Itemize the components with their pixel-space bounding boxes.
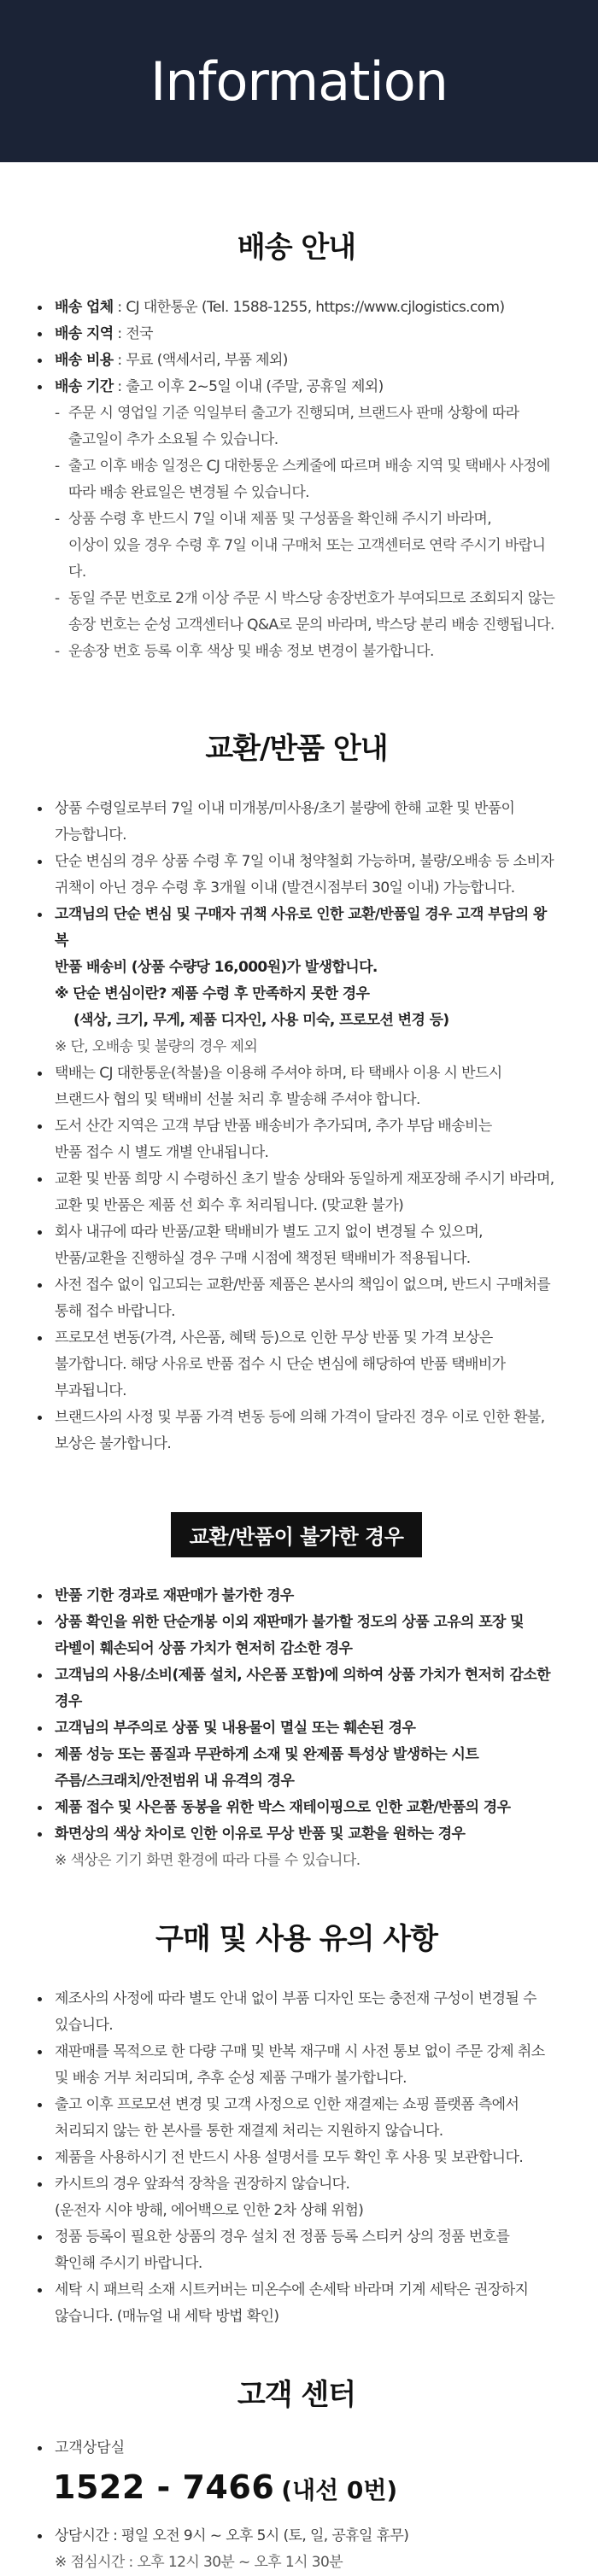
returns-item-highlight: 고객님의 단순 변심 및 구매자 귀책 사유로 인한 교환/반품일 경우 고객 부담의 왕복 반품 배송비 (상품 수량당 16,000원)가 발생합니다. <box>36 902 557 981</box>
not-allowed-list <box>36 1583 557 1874</box>
returns-item: 프로모션 변동(가격, 사은품, 혜택 등)으로 인한 무상 반품 및 가격 보상은 불가합니다. 해당 사유로 반품 접수 시 단순 변심에 해당하여 반품 택배비가 부과됩니다. <box>36 1325 557 1405</box>
content <box>0 162 598 2576</box>
support-phone-row <box>36 2468 557 2506</box>
caution-list <box>36 1986 557 2330</box>
shipping-carrier <box>36 295 557 321</box>
shipping-cost-value: : 무료 (액세서리, 부품 제외) <box>113 352 288 369</box>
shipping-note: - 상품 수령 후 반드시 7일 이내 제품 및 구성품을 확인해 주시기 바라며, 이상이 있을 경우 수령 후 7일 이내 구매처 또는 고객센터로 연락 주시기 바랍니다. <box>55 511 546 581</box>
not-allowed-item: 제품 접수 및 사은품 동봉을 위한 박스 재테이핑으로 인한 교환/반품의 경우 <box>36 1795 557 1821</box>
caution-item: 재판매를 목적으로 한 다량 구매 및 반복 재구매 시 사전 통보 없이 주문 강제 취소 및 배송 거부 처리되며, 추후 순성 제품 구매가 불가합니다. <box>36 2039 557 2092</box>
returns-item: 회사 내규에 따라 반품/교환 택배비가 별도 고지 없이 변경될 수 있으며, 반품/교환을 진행하실 경우 구매 시점에 책정된 택배비가 적용됩니다. <box>36 1219 557 1272</box>
not-allowed-item: 화면상의 색상 차이로 인한 이유로 무상 반품 및 교환을 원하는 경우 <box>36 1821 557 1848</box>
caution-item: 카시트의 경우 앞좌석 장착을 권장하지 않습니다. (운전자 시야 방해, 에어백으로 인한 2차 상해 위험) <box>36 2171 557 2224</box>
caution-item: 정품 등록이 필요한 상품의 경우 설치 전 정품 등록 스티커 상의 정품 번호를 확인해 주시기 바랍니다. <box>36 2224 557 2277</box>
shipping-note: - 운송장 번호 등록 이후 색상 및 배송 정보 변경이 불가합니다. <box>55 643 434 660</box>
returns-item: 택배는 CJ 대한통운(착불)을 이용해 주셔야 하며, 타 택배사 이용 시 반드시 브랜드사 협의 및 택배비 선불 처리 후 발송해 주셔야 합니다. <box>36 1060 557 1113</box>
support-phone-ext: (내선 0번) <box>281 2476 398 2504</box>
shipping-period <box>36 374 557 400</box>
support-hours: 상담시간 : 평일 오전 9시 ~ 오후 5시 (토, 일, 공휴일 휴무) <box>36 2523 557 2550</box>
caution-title: 구매 및 사용 유의 사항 <box>155 1922 437 1956</box>
returns-title: 교환/반품 안내 <box>205 732 388 766</box>
caution-item: 출고 이후 프로모션 변경 및 고객 사정으로 인한 재결제는 쇼핑 플랫폼 측에서 처리되지 않는 한 본사를 통한 재결제 처리는 지원하지 않습니다. <box>36 2092 557 2145</box>
returns-list <box>36 796 557 1457</box>
shipping-note: - 동일 주문 번호로 2개 이상 주문 시 박스당 송장번호가 부여되므로 조회되지 않는 송장 번호는 순성 고객센터나 Q&A로 문의 바라며, 박스당 분리 배송 진행됩니다. <box>55 590 555 634</box>
shipping-carrier-value: : CJ 대한통운 (Tel. 1588-1255, https://www.cjlogistics.com) <box>113 299 505 316</box>
returns-item: 브랜드사의 사정 및 부품 가격 변동 등에 의해 가격이 달라진 경우 이로 인한 환불, 보상은 불가합니다. <box>36 1405 557 1457</box>
caution-item: 제품을 사용하시기 전 반드시 사용 설명서를 모두 확인 후 사용 및 보관합니다. <box>36 2145 557 2171</box>
shipping-note: - 출고 이후 배송 일정은 CJ 대한통운 스케줄에 따르며 배송 지역 및 택배사 사정에 따라 배송 완료일은 변경될 수 있습니다. <box>55 458 550 501</box>
not-allowed-item: 고객님의 사용/소비(제품 설치, 사은품 포함)에 의하여 상품 가치가 현저히 감소한 경우 <box>36 1662 557 1715</box>
returns-note-bold: ※ 단순 변심이란? 제품 수령 후 만족하지 못한 경우 <box>55 985 370 1002</box>
returns-item: 교환 및 반품 희망 시 수령하신 초기 발송 상태와 동일하게 재포장해 주시기 바라며, 교환 및 반품은 제품 선 회수 후 처리됩니다. (맞교환 불가) <box>36 1166 557 1219</box>
returns-note: ※ 단, 오배송 및 불량의 경우 제외 <box>55 1038 258 1055</box>
returns-item: 사전 접수 없이 입고되는 교환/반품 제품은 본사의 책임이 없으며, 반드시 구매처를 통해 접수 바랍니다. <box>36 1272 557 1325</box>
header-title: Information <box>150 50 448 113</box>
shipping-note: - 주문 시 영업일 기준 익일부터 출고가 진행되며, 브랜드사 판매 상황에 따라 출고일이 추가 소요될 수 있습니다. <box>55 405 519 448</box>
returns-item: 도서 산간 지역은 고객 부담 반품 배송비가 추가되며, 추가 부담 배송비는 반품 접수 시 별도 개별 안내됩니다. <box>36 1113 557 1166</box>
not-allowed-title: 교환/반품이 불가한 경우 <box>171 1512 423 1557</box>
not-allowed-banner-wrap <box>36 1457 557 1583</box>
caution-item: 세탁 시 패브릭 소재 시트커버는 미온수에 손세탁 바라며 기계 세탁은 권장하지 않습니다. (매뉴얼 내 세탁 방법 확인) <box>36 2277 557 2330</box>
support-title: 고객 센터 <box>237 2378 356 2412</box>
shipping-title: 배송 안내 <box>237 231 356 265</box>
shipping-cost <box>36 348 557 374</box>
not-allowed-item: 제품 성능 또는 품질과 무관하게 소재 및 완제품 특성상 발생하는 시트 주름/스크래치/안전범위 내 유격의 경우 <box>36 1742 557 1795</box>
shipping-period-label: 배송 기간 <box>55 378 114 395</box>
caution-item: 제조사의 사정에 따라 별도 안내 없이 부품 디자인 또는 충전재 구성이 변경될 수 있습니다. <box>36 1986 557 2039</box>
support-lunch: ※ 점심시간 : 오후 12시 30분 ~ 오후 1시 30분 <box>55 2554 343 2571</box>
shipping-cost-label: 배송 비용 <box>55 352 114 369</box>
shipping-period-value: : 출고 이후 2~5일 이내 (주말, 공휴일 제외) <box>113 378 384 395</box>
not-allowed-item: 반품 기한 경과로 재판매가 불가한 경우 <box>36 1583 557 1609</box>
returns-note-bold-detail: (색상, 크기, 무게, 제품 디자인, 사용 미숙, 프로모션 변경 등) <box>73 1012 449 1029</box>
support-phone-number[interactable]: 1522 - 7466 <box>53 2468 275 2506</box>
not-allowed-item: 상품 확인을 위한 단순개봉 이외 재판매가 불가할 정도의 상품 고유의 포장 및 라벨이 훼손되어 상품 가치가 현저히 감소한 경우 <box>36 1609 557 1662</box>
support-list <box>36 2523 557 2576</box>
not-allowed-note: ※ 색상은 기기 화면 환경에 따라 다를 수 있습니다. <box>55 1852 361 1869</box>
shipping-list <box>36 295 557 665</box>
returns-item: 단순 변심의 경우 상품 수령 후 7일 이내 청약철회 가능하며, 불량/오배송 등 소비자 귀책이 아닌 경우 수령 후 3개월 이내 (발견시점부터 30일 이내) 가능합니다. <box>36 849 557 902</box>
shipping-region-label: 배송 지역 <box>55 325 114 342</box>
shipping-region-value: : 전국 <box>113 325 153 342</box>
not-allowed-item: 고객님의 부주의로 상품 및 내용물이 멸실 또는 훼손된 경우 <box>36 1715 557 1742</box>
page-header <box>0 0 598 162</box>
support-phone-label: 고객상담실 <box>36 2435 557 2462</box>
returns-item: 상품 수령일로부터 7일 이내 미개봉/미사용/초기 불량에 한해 교환 및 반품이 가능합니다. <box>36 796 557 849</box>
shipping-carrier-label: 배송 업체 <box>55 299 114 316</box>
shipping-region <box>36 321 557 348</box>
